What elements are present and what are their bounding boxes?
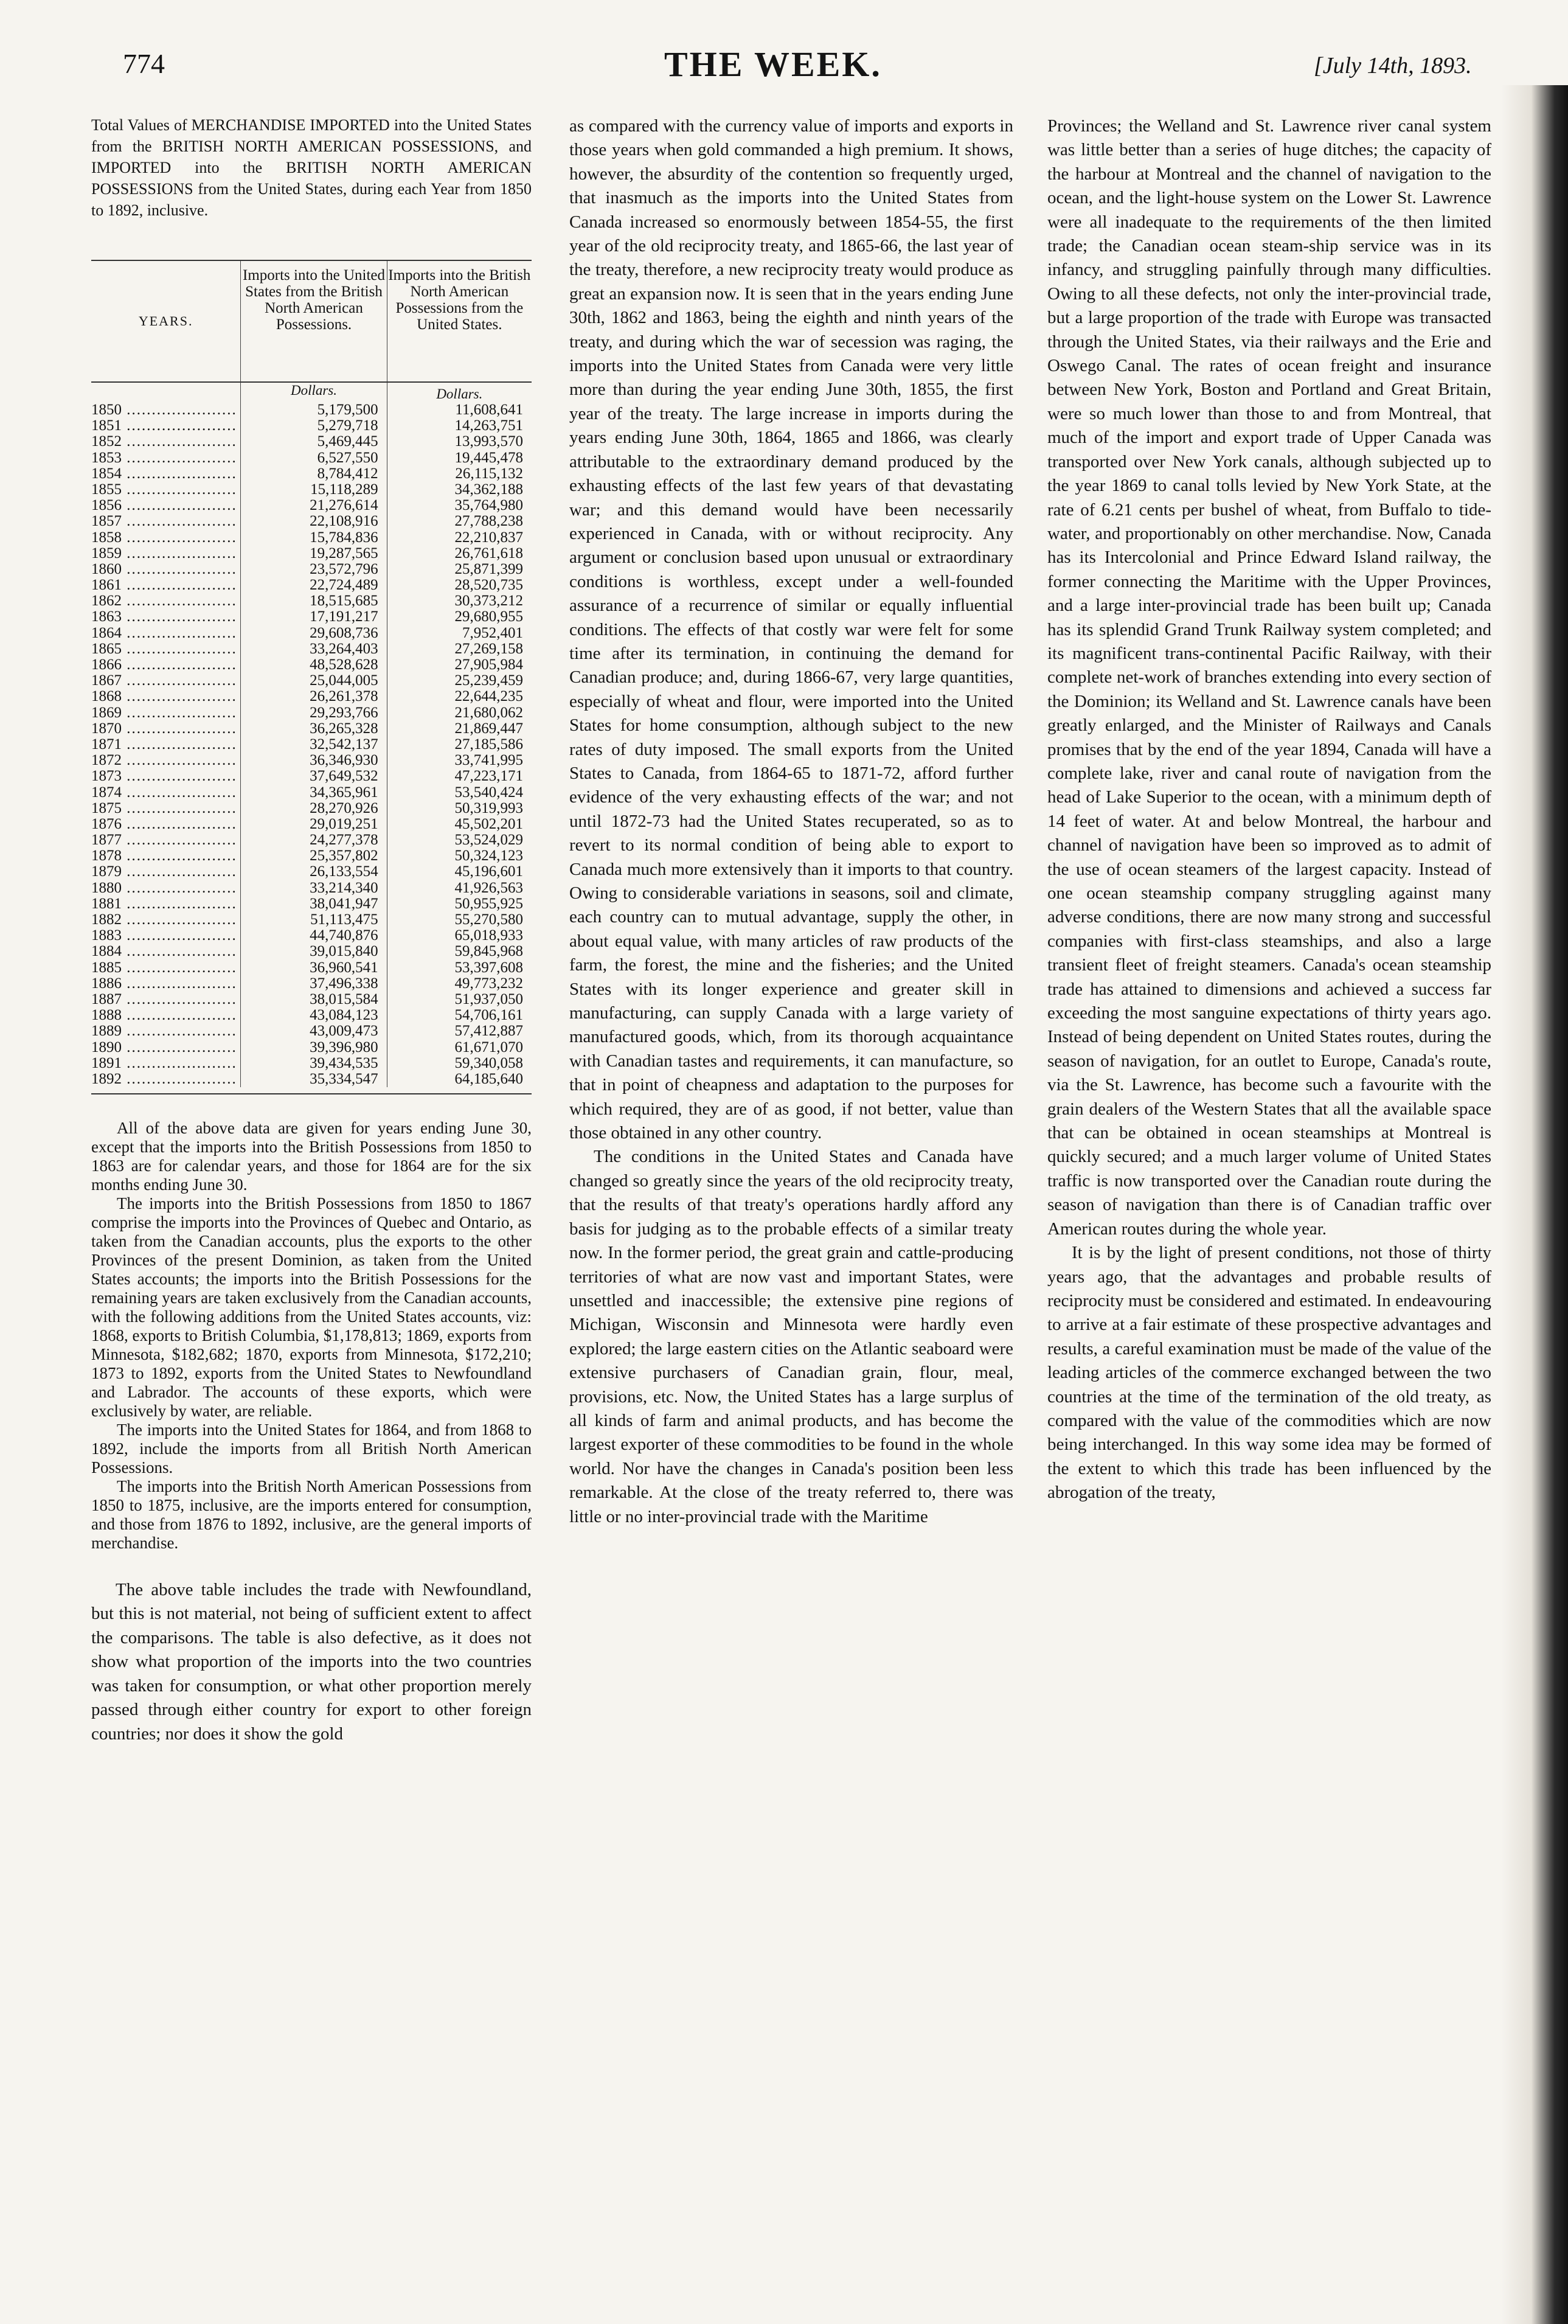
imports-into-bna-cell: 54,706,161: [454, 1007, 523, 1024]
imports-into-bna-cell: 22,210,837: [454, 529, 523, 546]
table-row: [91, 801, 532, 816]
imports-into-bna-cell: 22,644,235: [454, 688, 523, 705]
imports-into-bna-cell: 14,263,751: [454, 417, 523, 434]
imports-into-us-cell: 29,019,251: [241, 816, 387, 832]
year-cell: 1887 .....: [91, 992, 241, 1007]
imports-into-bna-cell: 11,608,641: [455, 402, 523, 418]
table-row: [91, 1007, 532, 1023]
column-2: [569, 114, 1013, 1529]
table-note: The imports into the British Possessions from 1850 to 1867 comprise the imports into the Provinces of Quebec and Ontario, as taken from the Canadian accounts, plus the exports to the other Provinces of the present Dominion, as taken from the United States accounts; the imports into the British Possessions for the remaining years are taken exclusively from the Canadian accounts, with the following additions from the United States accounts, viz: 1868, exports to British Columbia, $1,178,813; 1869, exports from Minnesota, $182,682; 1870, exports from Minnesota, $172,210; 1873 to 1892, exports from the United States to Newfoundland and Labrador. The accounts of these exports, which were exclusively by water, are reliable.: [91, 1194, 532, 1421]
table-row: [91, 864, 532, 880]
year-cell: 1854 .....: [91, 466, 241, 482]
imports-into-us-cell: 38,041,947: [241, 896, 387, 912]
imports-into-us-cell: 6,527,550: [241, 450, 387, 466]
year-cell: 1852 .....: [91, 434, 241, 450]
imports-into-us-cell: 23,572,796: [241, 562, 387, 577]
imports-into-bna-cell: 27,269,158: [454, 640, 523, 657]
table-row: [91, 705, 532, 721]
table-row: [91, 816, 532, 832]
imports-into-us-cell: 43,084,123: [241, 1007, 387, 1023]
imports-into-us-cell: 21,276,614: [241, 498, 387, 513]
year-cell: 1871 .....: [91, 737, 241, 753]
year-cell: 1857 .....: [91, 513, 241, 529]
year-cell: 1892 .....: [91, 1071, 241, 1087]
imports-into-bna-cell: 25,239,459: [454, 672, 523, 689]
year-cell: 1851 .....: [91, 418, 241, 434]
year-cell: 1881 .....: [91, 896, 241, 912]
year-cell: 1875 .....: [91, 801, 241, 816]
table-note: The imports into the British North American Possessions from 1850 to 1875, inclusive, are the imports entered for consumption, and those from 1876 to 1892, inclusive, are the general imports of merchandise.: [91, 1477, 532, 1553]
imports-into-us-cell: 17,191,217: [241, 609, 387, 625]
year-cell: 1861 .....: [91, 577, 241, 593]
year-cell: 1862 .....: [91, 593, 241, 609]
year-cell: 1884 .....: [91, 944, 241, 959]
imports-into-bna-cell: 45,502,201: [454, 815, 523, 832]
imports-into-us-cell: 43,009,473: [241, 1023, 387, 1039]
table-header: [91, 261, 532, 383]
imports-into-bna-cell: 27,905,984: [454, 656, 523, 673]
year-cell: 1890 .....: [91, 1040, 241, 1056]
unit-b: Dollars.: [436, 386, 483, 402]
year-cell: 1880 .....: [91, 880, 241, 896]
imports-into-bna-cell: 61,671,070: [454, 1038, 523, 1056]
table-row: [91, 944, 532, 959]
unit-a: Dollars.: [241, 383, 387, 402]
imports-into-bna-cell: 29,680,955: [454, 608, 523, 625]
imports-into-us-cell: 39,434,535: [241, 1056, 387, 1071]
table-row: [91, 450, 532, 466]
table-row: [91, 689, 532, 705]
imports-into-us-cell: 5,279,718: [241, 418, 387, 434]
imports-into-us-cell: 51,113,475: [241, 912, 387, 928]
imports-into-us-cell: 29,293,766: [241, 705, 387, 721]
imports-into-bna-cell: 27,185,586: [454, 736, 523, 753]
table-row: [91, 673, 532, 689]
year-cell: 1865 .....: [91, 641, 241, 657]
imports-into-bna-cell: 33,741,995: [454, 752, 523, 769]
imports-into-us-cell: 39,015,840: [241, 944, 387, 959]
table-caption: Total Values of MERCHANDISE IMPORTED into the United States from the BRITISH NORTH AMERICAN POSSESSIONS, and IMPORTED into the BRITISH NORTH AMERICAN POSSESSIONS from the United States, during each Year from 1850 to 1892, inclusive.: [91, 116, 532, 219]
imports-into-us-cell: 15,118,289: [241, 482, 387, 498]
imports-into-us-cell: 8,784,412: [241, 466, 387, 482]
table-row: [91, 418, 532, 434]
imports-into-us-cell: 18,515,685: [241, 593, 387, 609]
imports-into-us-cell: 5,179,500: [241, 402, 387, 418]
imports-into-bna-cell: 53,397,608: [454, 959, 523, 976]
imports-into-bna-cell: 53,524,029: [454, 832, 523, 849]
imports-into-bna-cell: 21,680,062: [454, 704, 523, 721]
year-cell: 1873 .....: [91, 768, 241, 784]
year-cell: 1858 .....: [91, 530, 241, 546]
table-row: [91, 832, 532, 848]
year-cell: 1868 .....: [91, 689, 241, 705]
year-cell: 1878 .....: [91, 848, 241, 864]
table-row: [91, 1056, 532, 1071]
year-cell: 1850 .....: [91, 402, 241, 418]
year-cell: 1867 .....: [91, 673, 241, 689]
article-paragraph: Provinces; the Welland and St. Lawrence river canal system was little better than a series of huge ditches; the capacity of the harbour at Montreal and the channel of navigation to the ocean, and the light-house system on the Lower St. Lawrence were all inadequate to the requirements of the then limited trade; the Canadian ocean steam-ship service was in its infancy, and struggling painfully through many difficulties. Owing to all these defects, not only the inter-provincial trade, but a large proportion of the trade with Europe was transacted through the United States, via their railways and the Erie and Oswego Canal. The rates of ocean freight and insurance between New York, Boston and Portland and Great Britain, were so much lower than those to and from Montreal, that much of the import and export trade of Upper Canada was transported over New York canals, although subjected up to the year 1869 to canal tolls levied by New York State, at the rate of 6.21 cents per bushel of wheat, from Buffalo to tide-water, and proportionably on other merchandise. Now, Canada has its Intercolonial and Prince Edward Island railway, the former connecting the Maritime with the Upper Provinces, and a large inter-provincial trade has been built up; Canada has its splendid Grand Trunk Railway system completed; and its magnificent trans-continental Pacific Railway, with their complete net-work of branches extending into every section of the Dominion; its Welland and St. Lawrence canals have been greatly enlarged, and the Minister of Railways and Canals promises that by the end of the year 1894, Canada will have a complete lake, river and canal route of navigation from the head of Lake Superior to the ocean, with a minimum depth of 14 feet of water. At and below Montreal, the harbour and channel of navigation have been so improved as to admit of the use of ocean steamers of the largest capacity. Instead of one ocean steamship company struggling against many adverse conditions, there are now many strong and successful companies with first-class steamships, and also a large transient fleet of freight steamers. Canada's ocean steamship trade has attained to dimensions and achieved a success far exceeding the most sanguine expectations of thirty years ago. Instead of being dependent on United States routes, during the season of navigation, for an outlet to Europe, Canada's route, via the St. Lawrence, has become such a favourite with the grain dealers of the Western States that all the available space that can be obtained in ocean steamships at Montreal is quickly secured; and a much larger volume of United States traffic is now transported over the Canadian route during the season of navigation than there is of Canadian traffic over American routes during the whole year.: [1047, 116, 1491, 1239]
imports-into-bna-cell: 50,324,123: [454, 847, 523, 865]
year-cell: 1856 .....: [91, 498, 241, 513]
imports-into-bna-cell: 65,018,933: [454, 927, 523, 944]
imports-into-bna-cell: 50,319,993: [454, 799, 523, 816]
imports-into-bna-cell: 41,926,563: [454, 879, 523, 896]
imports-into-us-cell: 29,608,736: [241, 625, 387, 641]
table-row: [91, 1040, 532, 1056]
table-row: [91, 546, 532, 562]
table-row: [91, 848, 532, 864]
imports-into-us-cell: 35,334,547: [241, 1071, 387, 1087]
imports-into-us-cell: 15,784,836: [241, 530, 387, 546]
table-row: [91, 768, 532, 784]
imports-into-us-cell: 22,724,489: [241, 577, 387, 593]
year-cell: 1888 .....: [91, 1007, 241, 1023]
table-row: [91, 976, 532, 992]
trade-table: [91, 260, 532, 1094]
page-edge-shadow: [1501, 85, 1568, 2324]
imports-into-bna-cell: 59,845,968: [454, 943, 523, 960]
table-row: [91, 737, 532, 753]
imports-into-bna-cell: 57,412,887: [454, 1023, 523, 1040]
imports-into-us-cell: 34,365,961: [241, 785, 387, 801]
column-3: [1047, 114, 1491, 1505]
table-note: All of the above data are given for years ending June 30, except that the imports into the British Possessions from 1850 to 1863 are for calendar years, and those for 1864 are for the six months ending June 30.: [91, 1119, 532, 1194]
imports-into-bna-cell: 13,993,570: [454, 433, 523, 450]
table-row: [91, 912, 532, 928]
years-header: YEARS.: [91, 261, 241, 381]
imports-into-us-cell: 33,264,403: [241, 641, 387, 657]
table-row: [91, 513, 532, 529]
table-row: [91, 593, 532, 609]
imports-into-bna-cell: 21,869,447: [454, 720, 523, 737]
table-note: The imports into the United States for 1864, and from 1868 to 1892, include the imports from all British North American Possessions.: [91, 1421, 532, 1477]
imports-into-us-cell: 25,357,802: [241, 848, 387, 864]
table-row: [91, 466, 532, 482]
imports-into-us-cell: 39,396,980: [241, 1040, 387, 1056]
table-row: [91, 482, 532, 498]
imports-into-us-cell: 33,214,340: [241, 880, 387, 896]
table-row: [91, 402, 532, 418]
table-row: [91, 498, 532, 513]
table-row: [91, 434, 532, 450]
imports-into-us-cell: 26,133,554: [241, 864, 387, 880]
imports-into-bna-cell: 26,115,132: [455, 465, 523, 482]
year-cell: 1870 .....: [91, 721, 241, 737]
year-cell: 1864 .....: [91, 625, 241, 641]
imports-into-bna-cell: 30,373,212: [454, 593, 523, 610]
imports-into-bna-cell: 49,773,232: [454, 975, 523, 992]
imports-into-bna-cell: 51,937,050: [454, 990, 523, 1007]
year-cell: 1869 .....: [91, 705, 241, 721]
imports-into-bna-cell: 64,185,640: [454, 1070, 523, 1087]
page-number: 774: [123, 48, 165, 79]
table-row: [91, 753, 532, 768]
year-cell: 1882 .....: [91, 912, 241, 928]
imports-into-bna-cell: 25,871,399: [454, 560, 523, 577]
imports-into-bna-cell: 34,362,188: [454, 481, 523, 498]
year-cell: 1891 .....: [91, 1056, 241, 1071]
imports-into-bna-cell: 27,788,238: [454, 513, 523, 530]
imports-into-us-header: Imports into the United States from the British North American Possessions.: [241, 261, 387, 381]
imports-into-bna-cell: 26,761,618: [454, 544, 523, 562]
table-row: [91, 657, 532, 673]
year-cell: 1872 .....: [91, 753, 241, 768]
issue-date: [July 14th, 1893.: [1314, 53, 1472, 78]
imports-into-bna-cell: 19,445,478: [454, 449, 523, 466]
year-cell: 1874 .....: [91, 785, 241, 801]
year-cell: 1889 .....: [91, 1023, 241, 1039]
imports-into-bna-cell: 59,340,058: [454, 1054, 523, 1071]
imports-into-bna-header: Imports into the British North American Possessions from the United States.: [388, 267, 531, 333]
table-row: [91, 562, 532, 577]
imports-into-bna-cell: 28,520,735: [454, 577, 523, 594]
table-row: [91, 992, 532, 1007]
imports-into-us-cell: 24,277,378: [241, 832, 387, 848]
year-cell: 1855 .....: [91, 482, 241, 498]
year-cell: 1863 .....: [91, 609, 241, 625]
table-row: [91, 641, 532, 657]
year-cell: 1859 .....: [91, 546, 241, 562]
imports-into-us-cell: 44,740,876: [241, 928, 387, 944]
masthead-title: THE WEEK.: [664, 44, 882, 84]
imports-into-us-cell: 48,528,628: [241, 657, 387, 673]
year-cell: 1877 .....: [91, 832, 241, 848]
imports-into-us-cell: 26,261,378: [241, 689, 387, 705]
year-cell: 1886 .....: [91, 976, 241, 992]
imports-into-us-cell: 36,265,328: [241, 721, 387, 737]
table-row: [91, 721, 532, 737]
article-paragraph: It is by the light of present conditions, not those of thirty years ago, that the advantages and probable results of reciprocity must be considered and estimated. In endeavouring to arrive at a fair estimate of these prospective advantages and results, a careful examination must be made of the value of the leading articles of the commerce exchanged between the two countries at the time of the termination of the old treaty, as compared with the value of the commodities which are now being interchanged. In this way some idea may be formed of the extent to which this trade has been influenced by the abrogation of the treaty,: [1047, 1243, 1491, 1503]
year-cell: 1866 .....: [91, 657, 241, 673]
imports-into-us-cell: 25,044,005: [241, 673, 387, 689]
table-row: [91, 928, 532, 944]
year-cell: 1885 .....: [91, 960, 241, 976]
imports-into-bna-cell: 55,270,580: [454, 911, 523, 928]
table-row: [91, 625, 532, 641]
imports-into-us-cell: 36,346,930: [241, 753, 387, 768]
year-cell: 1879 .....: [91, 864, 241, 880]
table-row: [91, 530, 532, 546]
imports-into-us-cell: 22,108,916: [241, 513, 387, 529]
imports-into-us-cell: 5,469,445: [241, 434, 387, 450]
year-cell: 1883 .....: [91, 928, 241, 944]
table-row: [91, 1071, 532, 1087]
article-paragraph: The above table includes the trade with Newfoundland, but this is not material, not being of sufficient extent to affect the comparisons. The table is also defective, as it does not show what proportion of the imports into the two countries was taken for consumption, or what other proportion merely passed through either country for export to other foreign countries; nor does it show the gold: [91, 1580, 532, 1744]
table-row: [91, 785, 532, 801]
table-row: [91, 960, 532, 976]
imports-into-bna-cell: 47,223,171: [454, 768, 523, 785]
year-cell: 1860 .....: [91, 562, 241, 577]
imports-into-us-cell: 38,015,584: [241, 992, 387, 1007]
imports-into-bna-cell: 50,955,925: [454, 895, 523, 912]
table-row: [91, 880, 532, 896]
imports-into-us-cell: 32,542,137: [241, 737, 387, 753]
table-row: [91, 1023, 532, 1039]
table-body: [91, 402, 532, 1093]
imports-into-us-cell: 37,496,338: [241, 976, 387, 992]
table-row: [91, 896, 532, 912]
table-row: [91, 609, 532, 625]
imports-into-bna-cell: 35,764,980: [454, 497, 523, 514]
year-cell: 1853 .....: [91, 450, 241, 466]
imports-into-us-cell: 28,270,926: [241, 801, 387, 816]
imports-into-bna-cell: 53,540,424: [454, 784, 523, 801]
article-paragraph: The conditions in the United States and Canada have changed so greatly since the years of the old reciprocity treaty, that the results of that treaty's operations hardly afford any basis for judging as to the probable effects of a similar treaty now. In the former period, the great grain and cattle-producing territories of what are now vast and important States, were unsettled and inaccessible; the extensive pine regions of Michigan, Wisconsin and Minnesota were hardly even explored; the large eastern cities on the Atlantic seaboard were extensive purchasers of Canadian grain, flour, meal, provisions, etc. Now, the United States has a large surplus of all kinds of farm and animal products, and has become the largest exporter of these commodities to be found in the whole world. Nor have the changes in Canada's position been less remarkable. At the close of the treaty referred to, there was little or no inter-provincial trade with the Maritime: [569, 1147, 1013, 1526]
year-cell: 1876 .....: [91, 816, 241, 832]
units-row: [91, 383, 532, 402]
article-paragraph: as compared with the currency value of imports and exports in those years when gold commanded a high premium. It shows, however, the absurdity of the contention so frequently urged, that inasmuch as the imports into the United States from Canada increased so enormously between 1854-55, the first year of the old reciprocity treaty, and 1865-66, the last year of the treaty, therefore, a new reciprocity treaty would produce as great an expansion now. It is seen that in the years ending June 30th, 1862 and 1863, being the eighth and ninth years of the treaty, and during which the war of secession was raging, the imports into the United States from Canada were very little more than during the year ending June 30th, 1855, the first year of the treaty. The large increase in imports during the years ending June 30th, 1864, 1865 and 1866, was clearly attributable to the extraordinary demand produced by the exhausting effects of the last few years of that devastating war; and this demand would have been necessarily experienced in Canada, with or without reciprocity. Any argument or conclusion based upon unusual or extraordinary conditions is worthless, except under a well-founded assurance of a recurrence of similar or equally influential conditions. The effects of that costly war were felt for some time after its termination, in continuing the demand for Canadian produce; and, during 1866-67, very large quantities, especially of wheat and flour, were imported into the United States for home consumption, although subject to the new rates of duty imposed. The small exports from the United States to Canada, from 1864-65 to 1871-72, afford further evidence of the very exhausting effects of the war; and not until 1872-73 had the United States recuperated, so as to revert to its normal condition of being able to export to Canada much more extensively than it imports to that country. Owing to considerable variations in seasons, soil and climate, each country can to mutual advantage, supply the other, in about equal value, with many articles of raw products of the farm, the forest, the mine and the fisheries; and the United States with its longer experience and greater skill in manufacturing, can supply Canada with a large variety of manufactured goods, which, from its thorough acquaintance with Canadian tastes and requirements, it can manufacture, so that in point of cheapness and adaptation to the purposes for which required, they are of as good, if not better, value than those obtained in any other country.: [569, 116, 1013, 1143]
table-row: [91, 577, 532, 593]
imports-into-us-cell: 36,960,541: [241, 960, 387, 976]
imports-into-bna-cell: 45,196,601: [454, 863, 523, 880]
imports-into-bna-cell: 7,952,401: [462, 624, 523, 641]
imports-into-us-cell: 19,287,565: [241, 546, 387, 562]
imports-into-us-cell: 37,649,532: [241, 768, 387, 784]
column-1: [91, 114, 532, 1746]
